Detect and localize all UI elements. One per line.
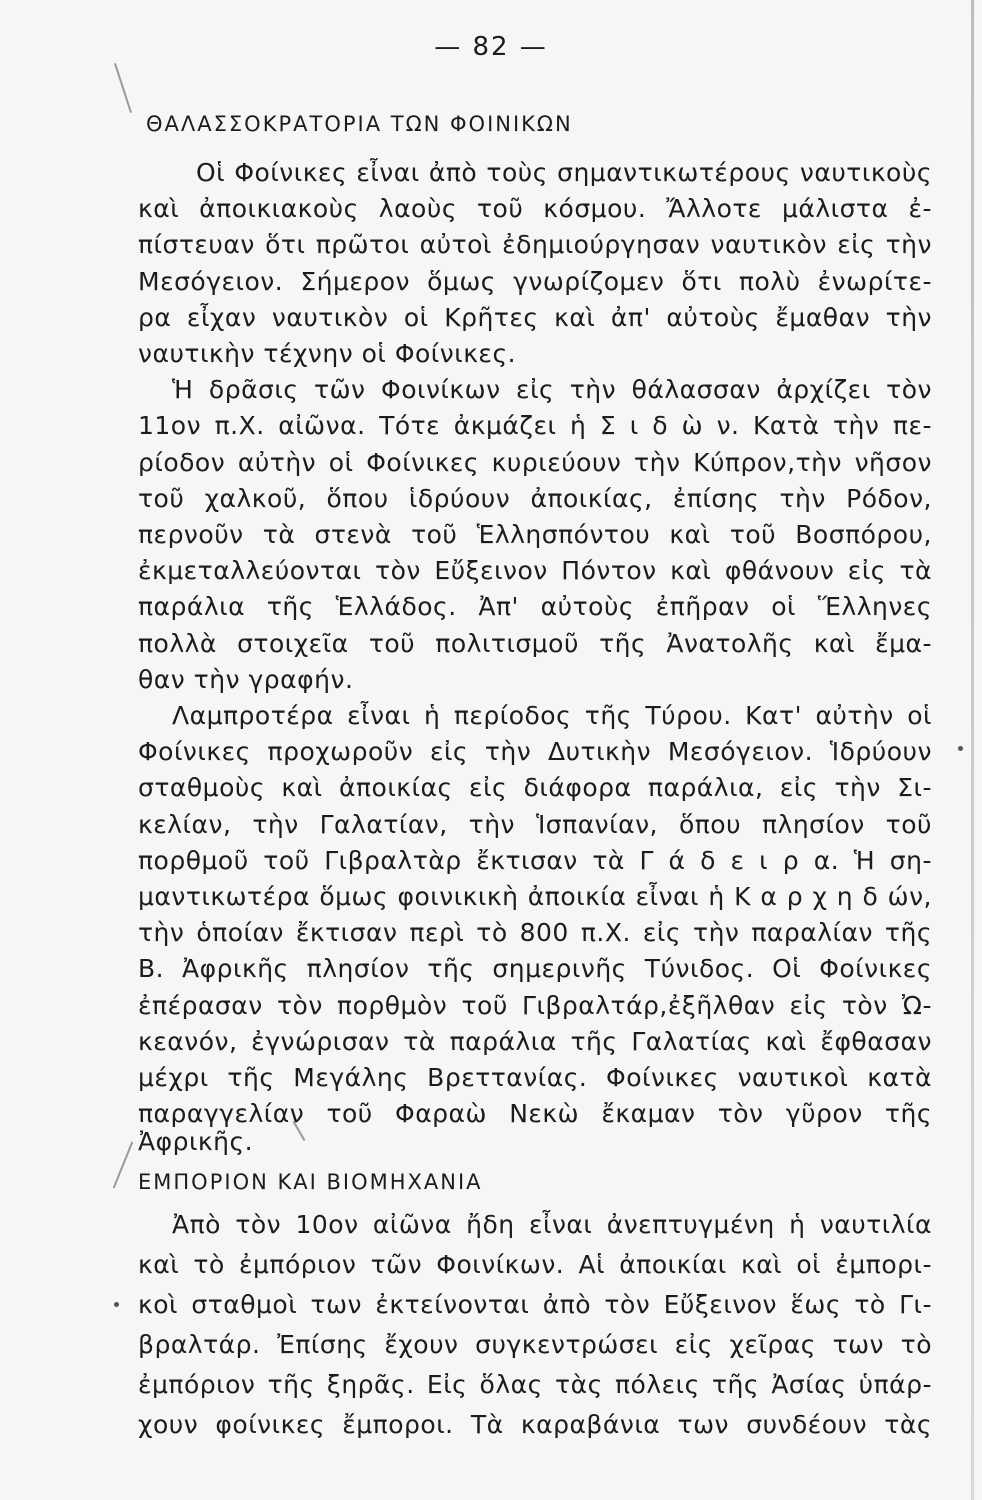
commerce-text-line: Ἀπὸ τὸν 10ον αἰῶνα ἤδη εἶναι ἀνεπτυγμένη ἡ ναυτιλία	[172, 1210, 932, 1239]
thalassocracy-text-line: παράλια τῆς Ἑλλάδος. Ἀπ' αὐτοὺς ἐπῆραν οἱ Ἕλληνες	[138, 592, 932, 621]
margin-pencil-mark	[113, 1141, 134, 1188]
thalassocracy-text-line: πορθμοῦ τοῦ Γιβραλτὰρ ἔκτισαν τὰ Γ ά δ ε ι ρ α. Ἡ ση-	[138, 846, 932, 875]
thalassocracy-text-line: Λαμπροτέρα εἶναι ἡ περίοδος τῆς Τύρου. Κατ' αὐτὴν οἱ	[172, 701, 932, 730]
commerce-text-line: κοὶ σταθμοὶ των ἐκτείνονται ἀπὸ τὸν Εὔξεινον ἕως τὸ Γι-	[138, 1290, 932, 1319]
speck	[114, 1302, 119, 1307]
thalassocracy-text-line: μαντικωτέρα ὅμως φοινικικὴ ἀποικία εἶναι ἡ Κ α ρ χ η δ ών,	[138, 882, 932, 911]
thalassocracy-text-line: ρίοδον αὐτὴν οἱ Φοίνικες κυριεύουν τὴν Κύπρον,τὴν νῆσον	[138, 448, 932, 477]
page-edge	[971, 0, 974, 1500]
thalassocracy-text-line: θαν τὴν γραφήν.	[138, 665, 354, 694]
thalassocracy-text-line: ναυτικὴν τέχνην οἱ Φοίνικες.	[138, 339, 517, 368]
thalassocracy-text-line: πολλὰ στοιχεῖα τοῦ πολιτισμοῦ τῆς Ἀνατολῆς καὶ ἔμα-	[138, 629, 932, 658]
thalassocracy-text-line: Ἡ δρᾶσις τῶν Φοινίκων εἰς τὴν θάλασσαν ἀρχίζει τὸν	[172, 375, 932, 404]
section-title-thalassocracy: ΘΑΛΑΣΣΟΚΡΑΤΟΡΙΑ ΤΩΝ ΦΟΙΝΙΚΩΝ	[146, 112, 573, 136]
commerce-text-line: ἐμπόριον τῆς ξηρᾶς. Εἰς ὅλας τὰς πόλεις τῆς Ἀσίας ὑπάρ-	[138, 1370, 932, 1399]
thalassocracy-text-line: ἐκμεταλλεύονται τὸν Εὔξεινον Πόντον καὶ φθάνουν εἰς τὰ	[138, 556, 932, 585]
thalassocracy-text-line: ρα εἶχαν ναυτικὸν οἱ Κρῆτες καὶ ἀπ' αὐτοὺς ἔμαθαν τὴν	[138, 303, 932, 332]
thalassocracy-text-line: Μεσόγειον. Σήμερον ὅμως γνωρίζομεν ὅτι πολὺ ἐνωρίτε-	[138, 267, 932, 296]
thalassocracy-text-line: 11ον π.Χ. αἰῶνα. Τότε ἀκμάζει ἡ Σ ι δ ὼ ν. Κατὰ τὴν πε-	[138, 411, 932, 440]
thalassocracy-text-line: μέχρι τῆς Μεγάλης Βρεττανίας. Φοίνικες ναυτικοὶ κατὰ	[138, 1063, 932, 1092]
margin-pencil-mark	[114, 63, 132, 113]
thalassocracy-text-line: ἐπέρασαν τὸν πορθμὸν τοῦ Γιβραλτάρ,ἐξῆλθαν εἰς τὸν Ὠ-	[138, 991, 932, 1020]
commerce-text-line: βραλτάρ. Ἐπίσης ἔχουν συγκεντρώσει εἰς χεῖρας των τὸ	[138, 1330, 932, 1359]
thalassocracy-text-line: παραγγελίαν τοῦ Φαραὼ Νεκὼ ἔκαμαν τὸν γῦρον τῆς	[138, 1099, 932, 1128]
thalassocracy-text-line: Β. Ἀφρικῆς πλησίον τῆς σημερινῆς Τύνιδος. Οἱ Φοίνικες	[138, 954, 932, 983]
thalassocracy-text-line: Ἀφρικῆς.	[138, 1127, 254, 1156]
thalassocracy-text-line: κελίαν, τὴν Γαλατίαν, τὴν Ἱσπανίαν, ὅπου πλησίον τοῦ	[138, 810, 932, 839]
section-title-commerce: ΕΜΠΟΡΙΟΝ ΚΑΙ ΒΙΟΜΗΧΑΝΙΑ	[138, 1170, 483, 1194]
commerce-text-line: καὶ τὸ ἐμπόριον τῶν Φοινίκων. Αἱ ἀποικίαι καὶ οἱ ἐμπορι-	[138, 1250, 932, 1279]
thalassocracy-text-line: πίστευαν ὅτι πρῶτοι αὐτοὶ ἐδημιούργησαν ναυτικὸν εἰς τὴν	[138, 230, 932, 259]
commerce-text-line: χουν φοίνικες ἔμποροι. Τὰ καραβάνια των συνδέουν τὰς	[138, 1410, 932, 1439]
thalassocracy-text-line: τὴν ὁποίαν ἔκτισαν περὶ τὸ 800 π.Χ. εἰς τὴν παραλίαν τῆς	[138, 918, 932, 947]
thalassocracy-text-line: Οἱ Φοίνικες εἶναι ἀπὸ τοὺς σημαντικωτέρους ναυτικοὺς	[196, 158, 932, 187]
page-number: — 82 —	[434, 32, 548, 62]
thalassocracy-text-line: σταθμοὺς καὶ ἀποικίας εἰς διάφορα παράλια, εἰς τὴν Σι-	[138, 773, 932, 802]
thalassocracy-text-line: τοῦ χαλκοῦ, ὅπου ἱδρύουν ἀποικίας, ἐπίσης τὴν Ρόδον,	[138, 484, 932, 513]
thalassocracy-text-line: περνοῦν τὰ στενὰ τοῦ Ἑλλησπόντου καὶ τοῦ Βοσπόρου,	[138, 520, 932, 549]
thalassocracy-text-line: κεανόν, ἐγνώρισαν τὰ παράλια τῆς Γαλατίας καὶ ἔφθασαν	[138, 1027, 932, 1056]
thalassocracy-text-line: Φοίνικες προχωροῦν εἰς τὴν Δυτικὴν Μεσόγειον. Ἱδρύουν	[138, 737, 932, 766]
speck	[958, 746, 963, 751]
thalassocracy-text-line: καὶ ἀποικιακοὺς λαοὺς τοῦ κόσμου. Ἄλλοτε μάλιστα ἐ-	[138, 194, 932, 223]
